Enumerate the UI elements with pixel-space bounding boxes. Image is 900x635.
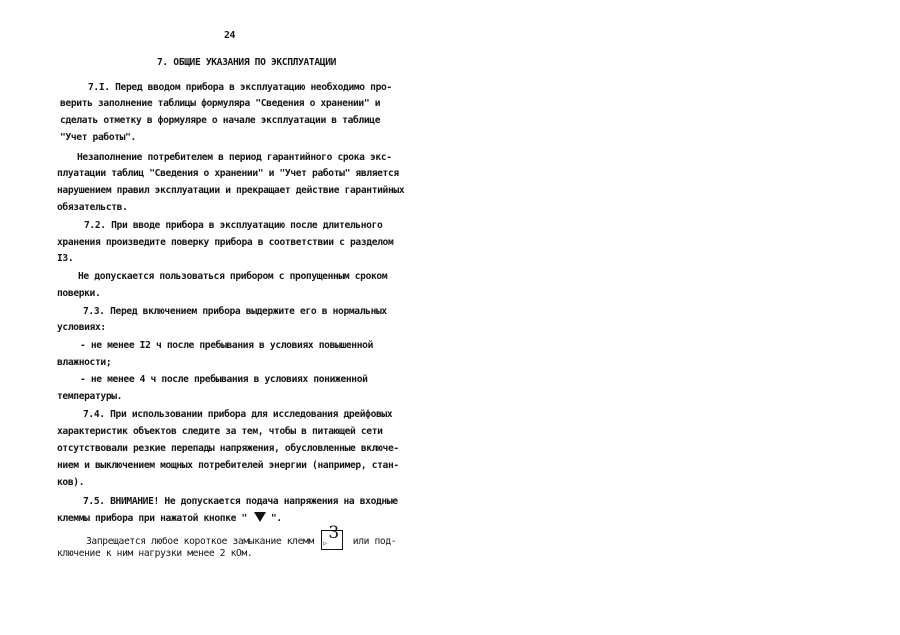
text-line: отсутствовали резкие перепады напряжения, обусловленные включе- — [57, 443, 399, 454]
text-line-terminal — [86, 523, 397, 550]
page-number: 24 — [224, 30, 236, 41]
text-line: ключение к ним нагрузки менее 2 кОм. — [57, 548, 253, 559]
text-line: "Учет работы". — [60, 132, 136, 143]
text-line: температуры. — [57, 391, 123, 402]
text-line: I3. — [57, 253, 74, 264]
section-heading: 7. ОБЩИЕ УКАЗАНИЯ ПО ЭКСПЛУАТАЦИИ — [157, 57, 337, 68]
down-triangle-icon — [254, 512, 266, 522]
text-line-button — [57, 512, 282, 525]
text-line: влажности; — [57, 357, 112, 368]
text-line: - не менее I2 ч после пребывания в условиях повышенной — [80, 340, 374, 351]
text-line: 7.2. При вводе прибора в эксплуатацию после длительного — [84, 220, 383, 231]
text-line: плуатации таблиц "Сведения о хранении" и "Учет работы" является — [57, 168, 399, 179]
text-segment: ". — [270, 513, 282, 524]
text-line: поверки. — [57, 288, 101, 299]
text-line: 7.I. Перед вводом прибора в эксплуатацию необходимо про- — [88, 82, 392, 93]
text-line: Незаполнение потребителем в период гарантийного срока экс- — [77, 152, 392, 163]
text-line: 7.4. При использовании прибора для исследования дрейфовых — [83, 409, 393, 420]
text-line: Не допускается пользоваться прибором с пропущенным сроком — [78, 271, 388, 282]
terminal-stamp-icon: ▷ 3 — [321, 530, 343, 550]
text-line: обязательств. — [57, 202, 128, 213]
text-line: хранения произведите поверку прибора в соответствии с разделом — [57, 237, 394, 248]
text-line: 7.3. Перед включением прибора выдержите его в нормальных — [83, 306, 387, 317]
text-line: ков). — [57, 477, 85, 488]
text-line: верить заполнение таблицы формуляра "Сведения о хранении" и — [60, 98, 381, 109]
text-line: условиях: — [57, 322, 106, 333]
text-line: нарушением правил эксплуатации и прекращает действие гарантийных — [57, 185, 405, 196]
text-line: характеристик объектов следите за тем, чтобы в питающей сети — [57, 426, 383, 437]
text-line: нием и выключением мощных потребителей энергии (например, стан- — [57, 460, 399, 471]
text-segment: клеммы прибора при нажатой кнопке " — [57, 513, 247, 524]
terminal-number: 3 — [328, 523, 339, 543]
text-segment: Запрещается любое короткое замыкание клемм — [86, 536, 314, 547]
text-line: - не менее 4 ч после пребывания в условиях пониженной — [80, 374, 368, 385]
text-line: сделать отметку в формуляре о начале эксплуатации в таблице — [60, 115, 381, 126]
text-line: 7.5. ВНИМАНИЕ! Не допускается подача напряжения на входные — [83, 496, 398, 507]
text-segment: или под- — [352, 536, 397, 547]
